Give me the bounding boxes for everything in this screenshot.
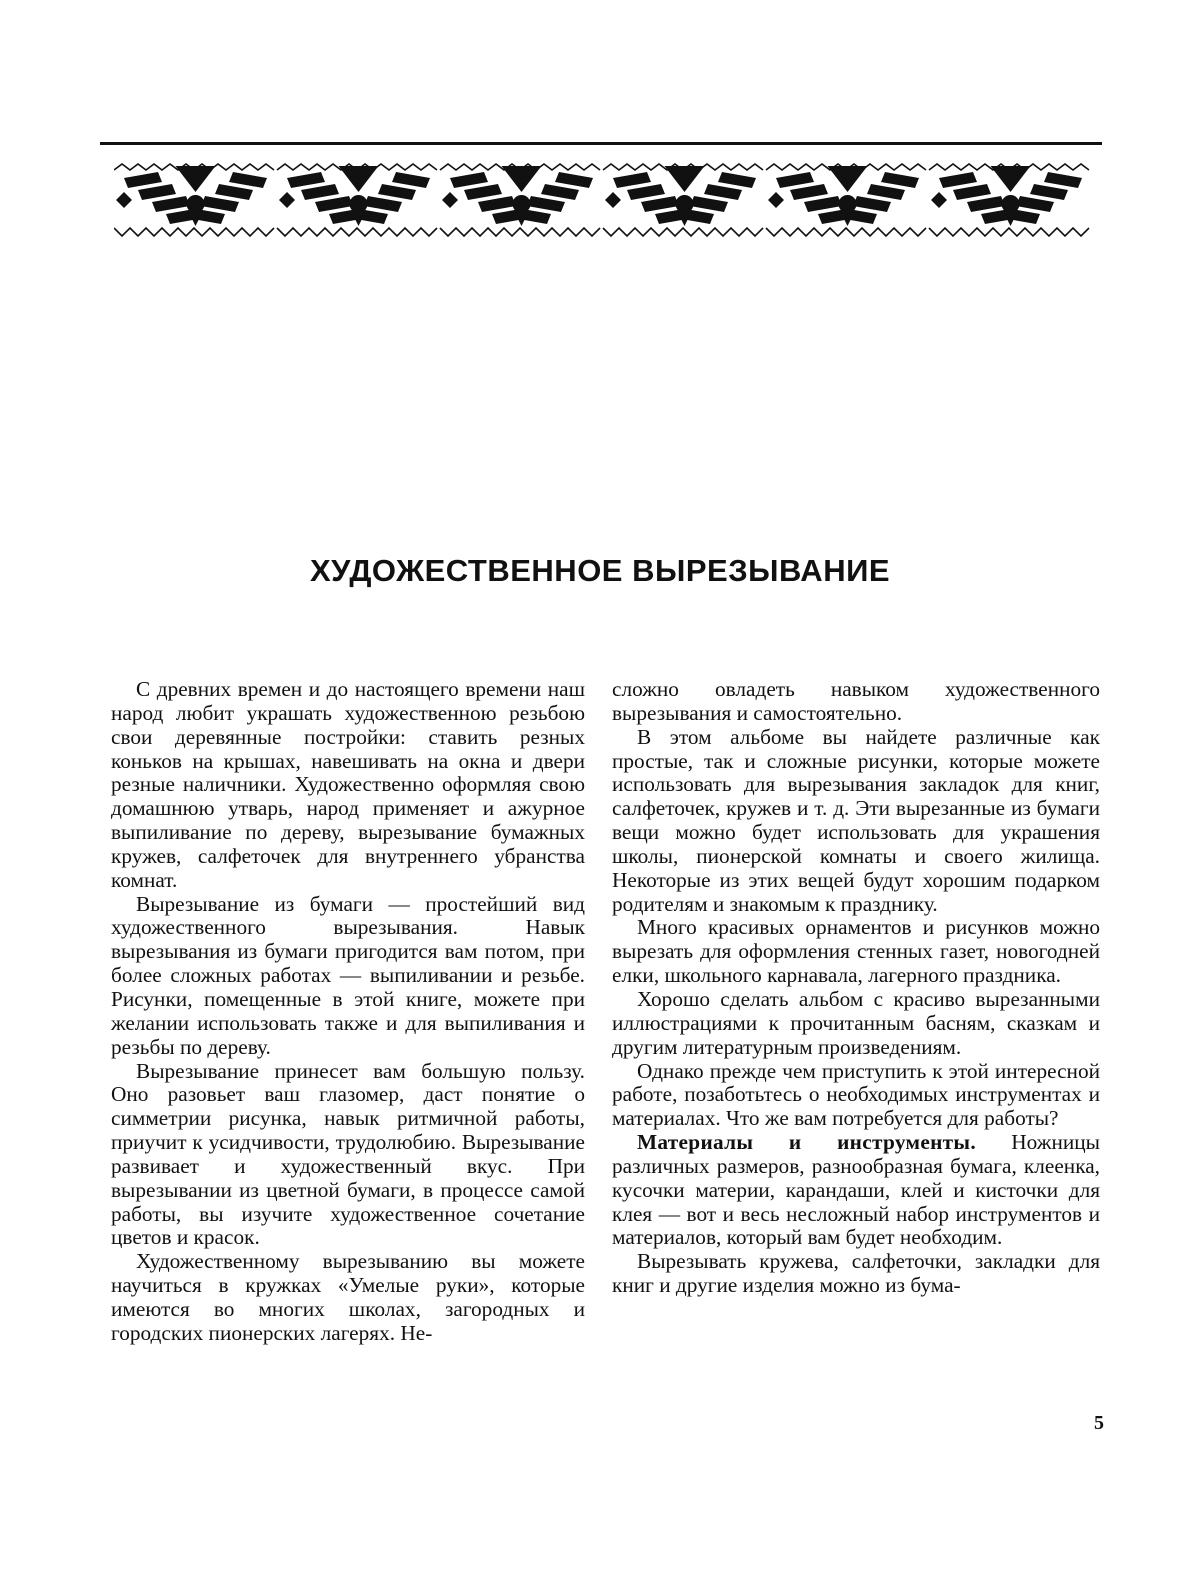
- paragraph: Вырезывание из бумаги — простейший вид художественного вырезывания. Навык вырезывания из бумаги пригодится вам потом, при более сложных работах — выпиливании и резьбе. Рисунки, помещенные в этой книге, можете при желании использовать также и для выпиливания и резьбы по дереву.: [111, 891, 585, 1059]
- right-column: [612, 678, 1100, 1298]
- paragraph: Много красивых орнаментов и рисунков можно вырезать для оформления стенных газет, новогодней елки, школьного карнавала, лагерного праздника.: [612, 915, 1100, 988]
- left-column: [111, 678, 585, 1346]
- paragraph-continuation: сложно овладеть навыком художественного вырезывания и самостоятельно.: [612, 677, 1100, 725]
- paragraph: Вырезывать кружева, салфеточки, закладки для книг и другие изделия можно из бума-: [612, 1249, 1100, 1298]
- page-title: ХУДОЖЕСТВЕННОЕ ВЫРЕЗЫВАНИЕ: [309, 553, 891, 588]
- materials-text: Ножницы различных размеров, разнообразная бумага, клеенка, кусочки материи, карандаши, клей и кисточки для клея — вот и весь несложный набор инструментов и материалов, который вам будет необходим.: [612, 1130, 1100, 1250]
- paragraph: Хорошо сделать альбом с красиво вырезанными иллюстрациями к прочитанным басням, сказкам и другим литературным произведениям.: [612, 986, 1100, 1059]
- paragraph: Вырезывание принесет вам большую пользу. Оно разовьет ваш глазомер, даст понятие о симметрии рисунка, навык ритмичной работы, приучит к усидчивости, трудолюбию. Вырезывание развивает и художественный вкус. При вырезывании из цветной бумаги, в процессе самой работы, вы изучите художественное сочетание цветов и красок.: [111, 1058, 585, 1250]
- materials-heading: Материалы и инструменты.: [637, 1130, 976, 1155]
- paragraph: Однако прежде чем приступить к этой интересной работе, позаботьтесь о необходимых инструментах и материалах. Что же вам потребуется для работы?: [612, 1058, 1100, 1131]
- top-rule: [100, 142, 1102, 145]
- page-number: 5: [1094, 1412, 1104, 1434]
- materials-paragraph: [612, 1131, 1100, 1250]
- paragraph: В этом альбоме вы найдете различные как простые, так и сложные рисунки, которые можете использовать для вырезывания закладок для книг, салфеточек, кружев и т. д. Эти вырезанные из бумаги вещи можно будет использовать для украшения школы, пионерской комнаты и своего жилища. Некоторые из этих вещей будут хорошим подарком родителям и знакомым к празднику.: [612, 724, 1100, 916]
- paragraph: Художественному вырезыванию вы можете научиться в кружках «Умелые руки», которые имеются во многих школах, загородных и городских пионерских лагерях. Не-: [111, 1249, 585, 1345]
- paragraph: С древних времен и до настоящего времени наш народ любит украшать художественною резьбою свои деревянные постройки: ставить резных коньков на крышах, навешивать на окна и двери резные наличники. Художественно оформляя свою домашнюю утварь, народ применяет и ажурное выпиливание по дереву, вырезывание бумажных кружев, салфеточек для внутреннего убранства комнат.: [111, 677, 585, 892]
- folk-geometric-border-icon: [114, 152, 1092, 248]
